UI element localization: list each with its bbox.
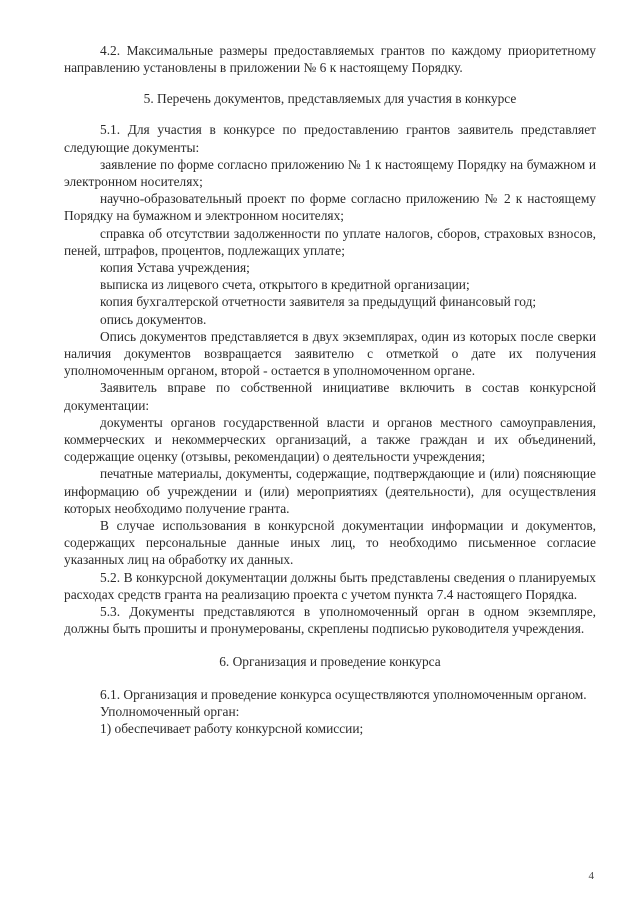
section-6-heading: 6. Организация и проведение конкурса [219,653,441,669]
paragraph-authorized-body-duty-1: 1) обеспечивает работу конкурсной комиссии; [100,720,364,736]
paragraph-5-2: 5.2. В конкурсной документации должны быть представлены сведения о планируемых расходах средств гранта на реализацию проекта с учетом пункта 7.4 настоящего Порядка. [64,569,596,602]
document-list-item: заявление по форме согласно приложению № 1 к настоящему Порядку на бумажном и электронном носителях; [64,156,596,190]
paragraph-personal-data-consent: В случае использования в конкурсной документации информации и документов, содержащих персональные данные иных лиц, то необходимо письменное согласие указанных лиц на обработку их данных. [64,518,596,568]
paragraph-authorized-body: Уполномоченный орган: [100,703,240,719]
paragraph-copies: Опись документов представляется в двух экземплярах, один из которых после сверки наличия документов возвращается заявителю с отметкой о дате их получения уполномоченным органом, второй - остается в уполномоченном органе. [64,328,596,379]
document-list-item: копия Устава учреждения; [100,260,250,276]
paragraph-5-1: 5.1. Для участия в конкурсе по предоставлению грантов заявитель представляет следующие документы: [64,122,596,155]
document-list-item: копия бухгалтерской отчетности заявителя за предыдущий финансовый год; [100,294,537,310]
document-list-item: выписка из лицевого счета, открытого в кредитной организации; [100,277,470,293]
paragraph-applicant-right: Заявитель вправе по собственной инициативе включить в состав конкурсной документации: [64,380,596,413]
page-number: 4 [588,870,594,882]
document-list-item: справка об отсутствии задолженности по уплате налогов, сборов, страховых взносов, пеней, штрафов, процентов, подлежащих уплате; [64,225,596,258]
section-5-heading: 5. Перечень документов, представляемых для участия в конкурсе [143,91,517,107]
paragraph-printed-materials: печатные материалы, документы, содержащие, подтверждающие и (или) поясняющие информацию об учреждении и (или) мероприятиях (деятельности), для осуществления которых необходимо получение гранта. [64,466,596,516]
document-body [64,42,596,737]
paragraph-authority-documents: документы органов государственной власти и органов местного самоуправления, коммерческих и некоммерческих организаций, а также граждан и их объединений, содержащие оценку (отзывы, рекомендации) о деятельности учреждения; [64,414,596,465]
paragraph-5-3: 5.3. Документы представляются в уполномоченный орган в одном экземпляре, должны быть прошиты и пронумерованы, скреплены подписью руководителя учреждения. [64,604,596,637]
document-list-item: опись документов. [100,311,207,327]
paragraph-4-2: 4.2. Максимальные размеры предоставляемых грантов по каждому приоритетному направлению установлены в приложении № 6 к настоящему Порядку. [64,43,596,76]
paragraph-6-1: 6.1. Организация и проведение конкурса осуществляются уполномоченным органом. [100,686,587,702]
document-list-item: научно-образовательный проект по форме согласно приложению № 2 к настоящему Порядку на бумажном и электронном носителях; [64,191,596,224]
